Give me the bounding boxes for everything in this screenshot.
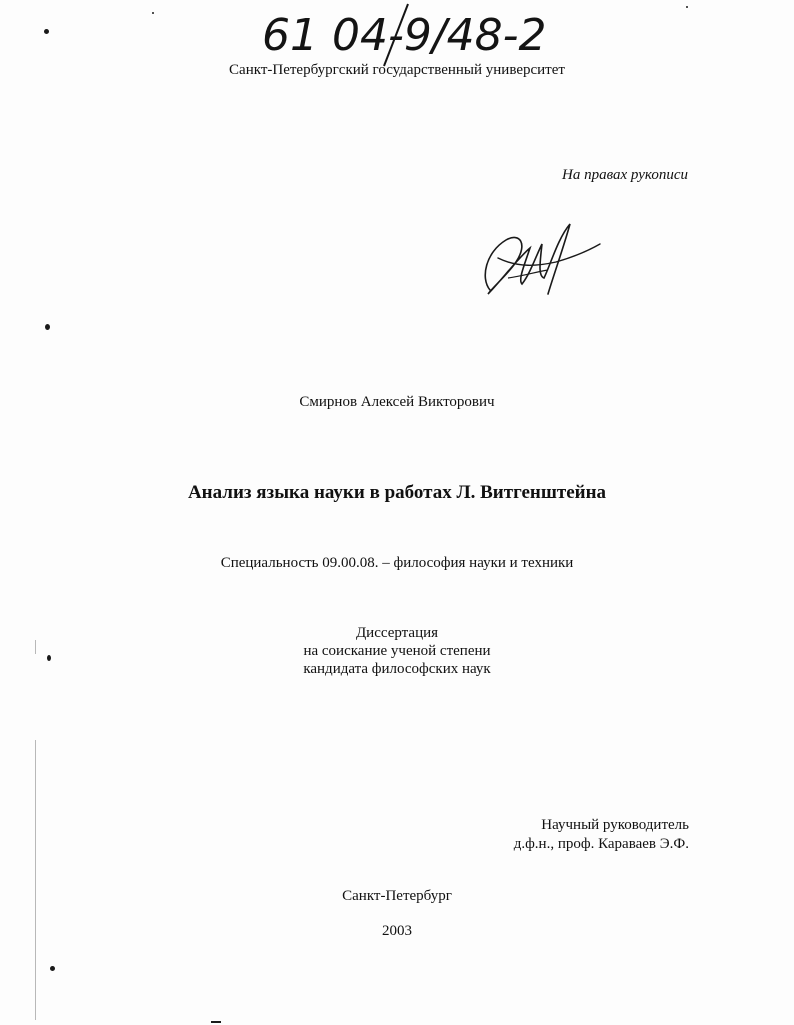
scan-dot (44, 29, 49, 34)
scan-dot (45, 324, 50, 330)
manuscript-rights-note: На правах рукописи (562, 167, 688, 183)
supervisor-name: д.ф.н., проф. Караваев Э.Ф. (513, 836, 689, 852)
handwritten-catalog-number (258, 0, 547, 62)
supervisor-label: Научный руководитель (541, 817, 689, 833)
supervisor-block (514, 816, 689, 854)
university-name: Санкт-Петербургский государственный университет (229, 62, 565, 78)
author-name: Смирнов Алексей Викторович (299, 394, 495, 410)
scan-dot (686, 6, 688, 8)
year: 2003 (382, 923, 412, 939)
catalog-number-text: 61 04-9/48-2 (262, 10, 547, 61)
scan-dash (211, 1021, 221, 1023)
signature-icon (478, 218, 603, 303)
degree-line-1: Диссертация (355, 625, 439, 641)
thesis-title: Анализ языка науки в работах Л. Витгенштейна (187, 482, 607, 503)
specialty-line: Специальность 09.00.08. – философия науки и техники (220, 555, 574, 571)
scan-dot (152, 12, 154, 14)
degree-line-3: кандидата философских наук (303, 661, 491, 677)
city: Санкт-Петербург (342, 888, 452, 904)
scan-line (35, 640, 36, 654)
scan-dot (47, 655, 51, 661)
scan-dot (50, 966, 55, 971)
scan-line (35, 740, 36, 1020)
degree-line-2: на соискание ученой степени (303, 643, 491, 659)
